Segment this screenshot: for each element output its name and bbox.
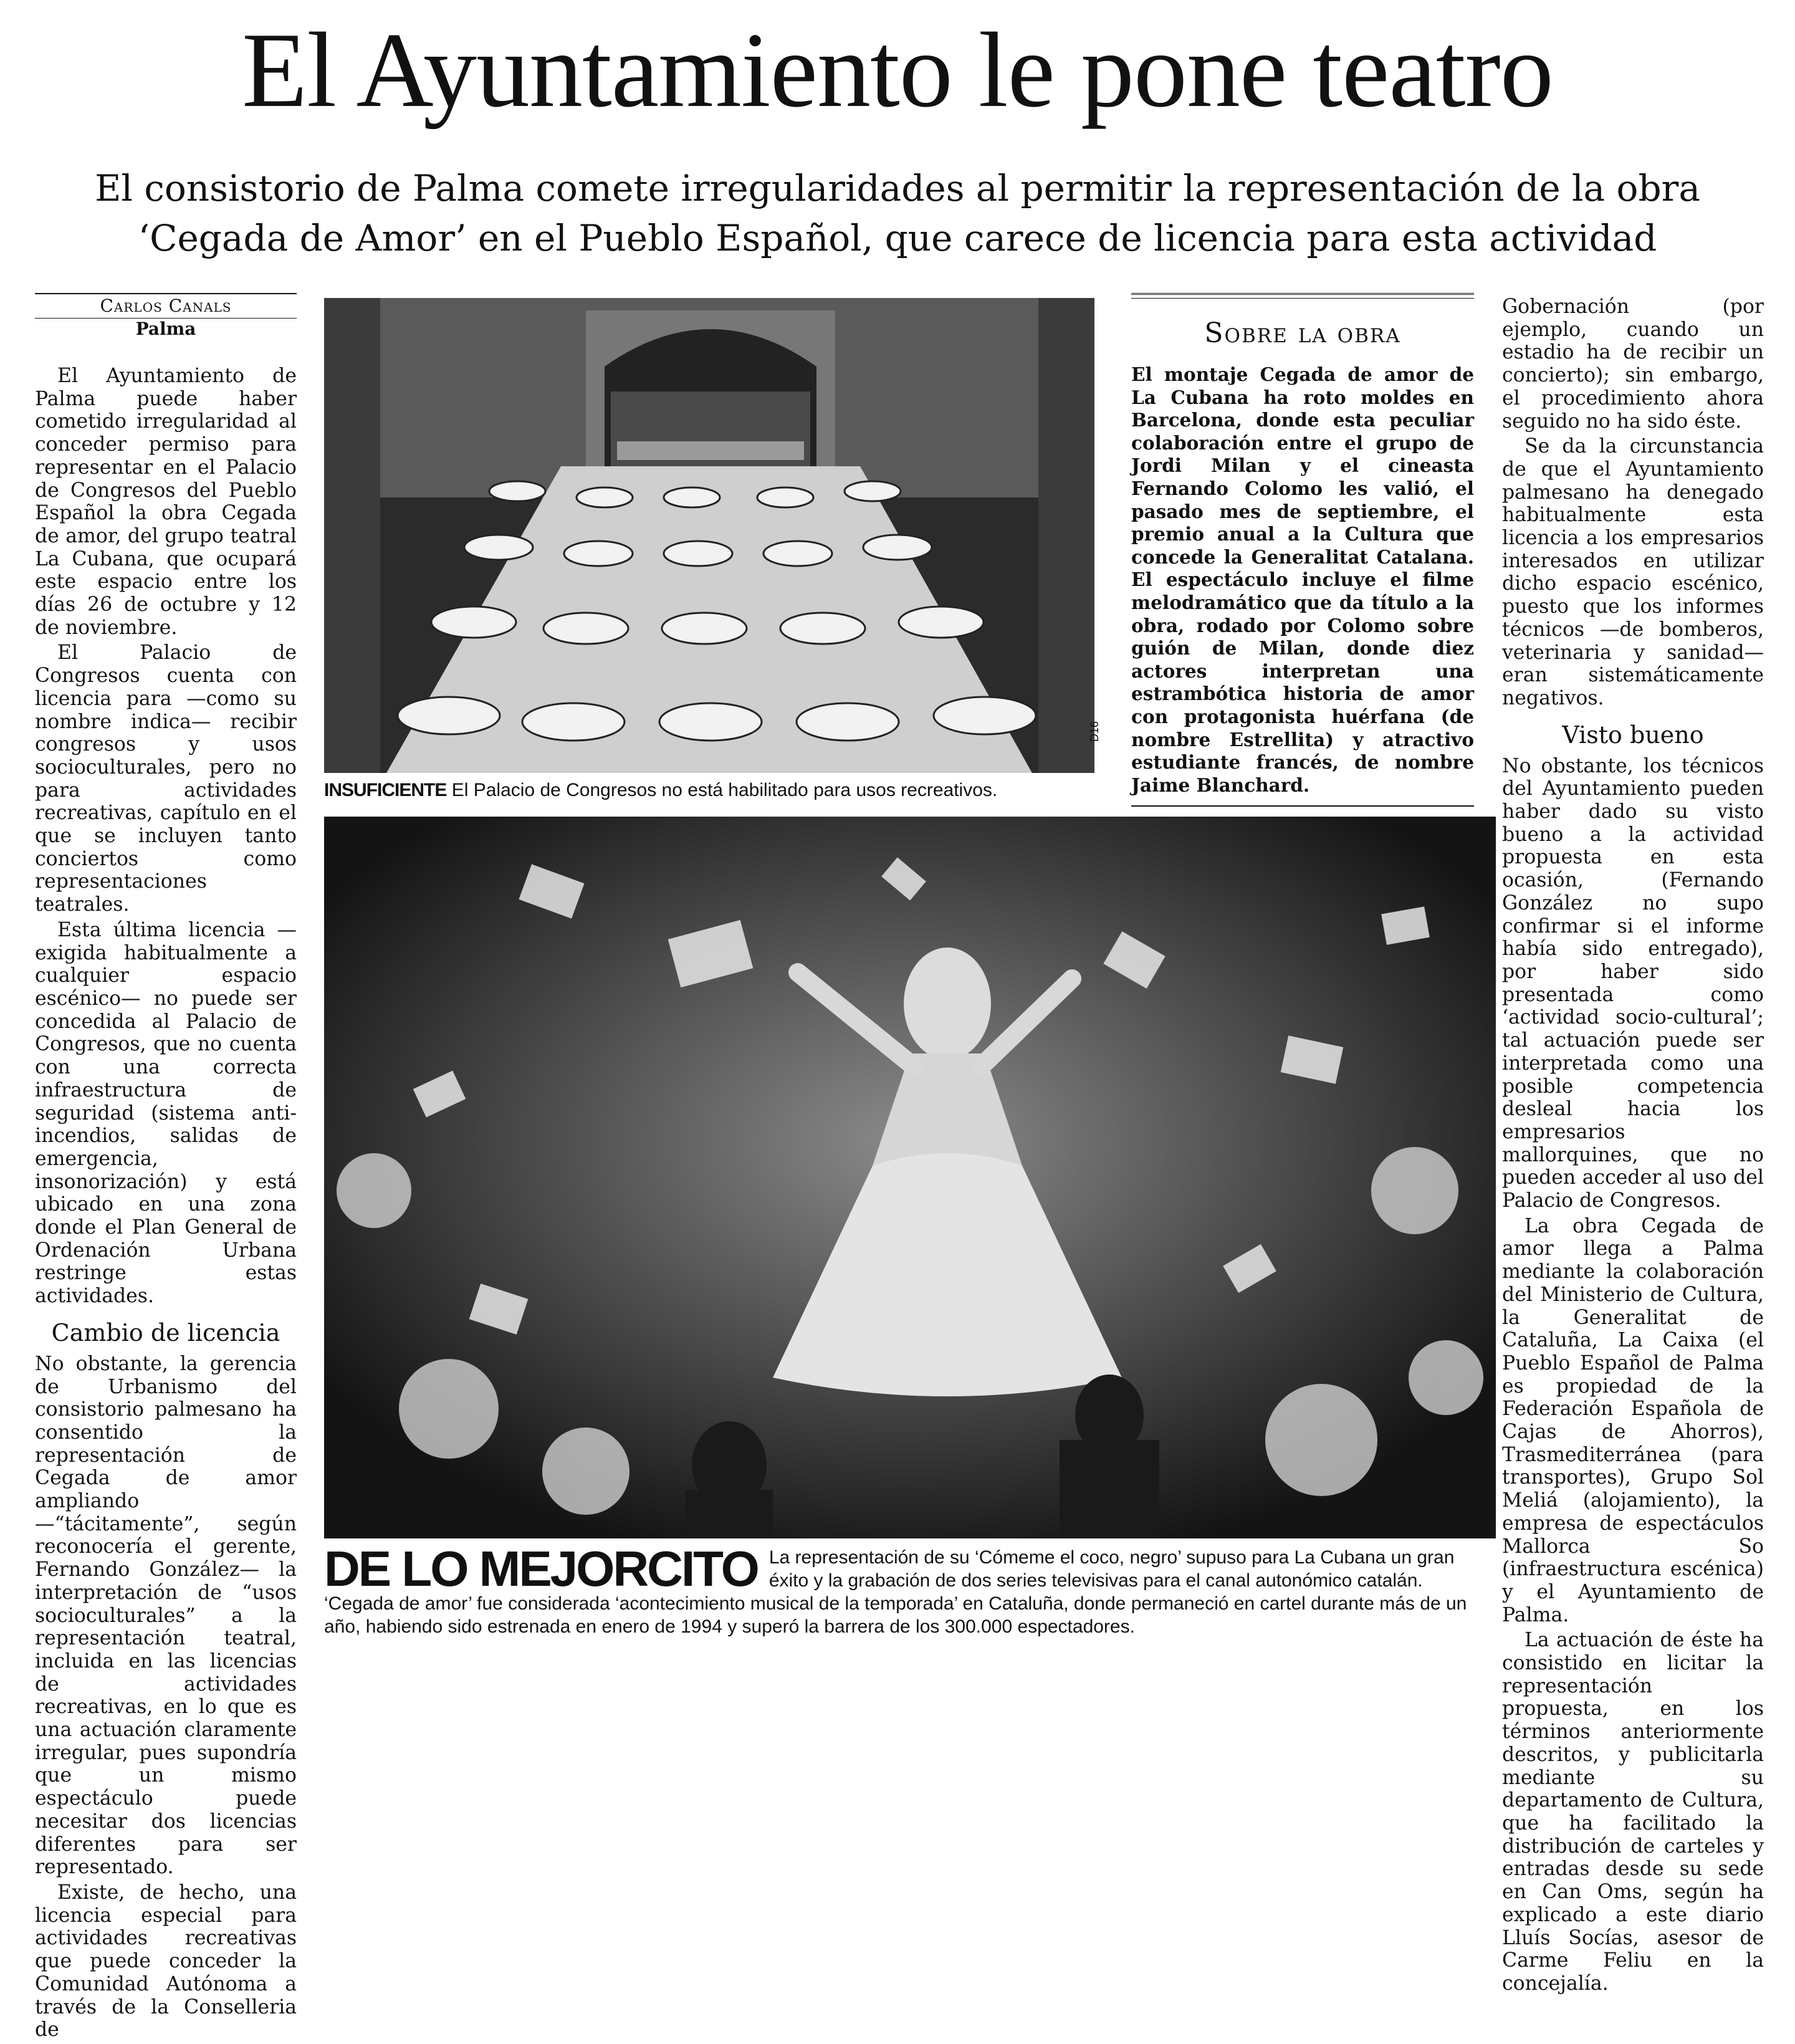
paragraph: La actuación de éste ha consistido en licitar la representación propuesta, en los términos anteriormente descritos, y publicitarla mediante su departamento de Cultura, que ha facilitado la distribución de carteles y entradas desde su sede en Can Oms, según ha explicado a este diario Lluís Socías, asesor de Carme Feliu en la concejalía. (1502, 1629, 1764, 1995)
byline (35, 293, 297, 340)
subheadline: El consistorio de Palma comete irregularidades al permitir la representación de la obra ‘Cegada de Amor’ en el Pueblo Español, que carece de licencia para esta actividad (95, 167, 1700, 259)
caption-lead: INSUFICIENTE (324, 780, 447, 800)
caption-text: El Palacio de Congresos no está habilitado para usos recreativos. (451, 780, 998, 800)
author-name: Carlos Canals (100, 295, 232, 316)
dateline-place: Palma (35, 318, 297, 340)
headline: El Ayuntamiento le pone teatro (242, 11, 1553, 130)
paragraph: No obstante, la gerencia de Urbanismo del consistorio palmesano ha consentido la representación de Cegada de amor ampliando —“tácitamente”, según reconocería el gerente, Fernando González— la interpretación de “usos socioculturales” a la representación teatral, incluida en las licencias de actividades recreativas, en lo que es una actuación claramente irregular, pues supondría que un mismo espectáculo puede necesitar dos licencias diferentes para ser representado. (35, 1352, 297, 1879)
photo-caption-large (324, 1541, 1496, 1683)
paragraph: Gobernación (por ejemplo, cuando un estadio ha de recibir un concierto); sin embargo, el procedimiento ahora seguido no ha sido éste. (1502, 295, 1764, 433)
sidebar-body: El montaje Cegada de amor de La Cubana ha roto moldes en Barcelona, donde esta peculiar colaboración entre el grupo de Jordi Milan y el cineasta Fernando Colomo les valió, el pasado mes de septiembre, el premio anual a la Cultura que concede la Generalitat Catalana. El espectáculo incluye el filme melodramático que da título a la obra, rodado por Colomo sobre guión de Milan, donde diez actores interpretan una estrambótica historia de amor con protagonista huérfana (de nombre Estrellita) y atractivo estudiante francés, de nombre Jaime Blanchard. (1131, 363, 1474, 796)
paragraph: El Ayuntamiento de Palma puede haber cometido irregularidad al conceder permiso para representar en el Palacio de Congresos del Pueblo Español la obra Cegada de amor, del grupo teatral La Cubana, que ocupará este espacio entre los días 26 de octubre y 12 de noviembre. (35, 365, 297, 639)
section-subhead: Visto bueno (1562, 721, 1704, 749)
article-column-4 (1502, 295, 1764, 1998)
photo-caption (324, 778, 1122, 803)
article-column-1 (35, 293, 297, 2044)
photo-credit: D16 (1088, 721, 1101, 742)
paragraph: Esta última licencia —exigida habitualmente a cualquier espacio escénico— no puede ser concedida al Palacio de Congresos, que no cuenta con una correcta infraestructura de seguridad (sistema anti-incendios, salidas de emergencia, insonorización) y está ubicado en una zona donde el Plan General de Ordenación Urbana restringe estas actividades. (35, 918, 297, 1308)
congress-hall-photo (324, 298, 1094, 773)
sidebar-top-rule (1131, 293, 1474, 299)
sidebar-box (1131, 293, 1474, 807)
sidebar-bottom-rule (1131, 805, 1474, 807)
paragraph: Existe, de hecho, una licencia especial para actividades recreativas que puede conceder la Comunidad Autónoma a través de la Conselleria de (35, 1881, 297, 2042)
paragraph: Se da la circunstancia de que el Ayuntamiento palmesano ha denegado habitualmente esta licencia a los empresarios interesados en utilizar dicho espacio escénico, puesto que los informes técnicos —de bomberos, veterinaria y sanidad— eran sistemáticamente negativos. (1502, 435, 1764, 709)
sidebar-title: Sobre la obra (1204, 317, 1401, 349)
paragraph: No obstante, los técnicos del Ayuntamiento pueden haber dado su visto bueno a la actividad propuesta en esta ocasión, (Fernando González no supo confirmar si el informe había sido entregado), por haber sido presentada como ‘actividad socio-cultural’; tal actuación puede ser interpretada como una posible competencia desleal hacia los empresarios mallorquines, que no pueden acceder al uso del Palacio de Congresos. (1502, 754, 1764, 1212)
caption-text: La representación de su ‘Cómeme el coco, negro’ supuso para La Cubana un gran éxito y la grabación de dos series televisivas para el canal autonómico catalán. ‘Cegada de amor’ fue considerada ‘acontecimiento musical de la temporada’ en Cataluña, donde permaneció en cartel durante más de un año, habiendo sido estrenada en enero de 1994 y superó la barrera de los 300.000 espectadores. (324, 1547, 1467, 1637)
paragraph: El Palacio de Congresos cuenta con licencia para —como su nombre indica— recibir congresos y usos socioculturales, pero no para actividades recreativas, capítulo en el que se incluyen tanto conciertos como representaciones teatrales. (35, 641, 297, 916)
caption-lead-large: DE LO MEJORCITO (324, 1541, 758, 1596)
section-subhead: Cambio de licencia (51, 1318, 280, 1346)
stage-performance-photo (324, 817, 1496, 1538)
paragraph: La obra Cegada de amor llega a Palma mediante la colaboración del Ministerio de Cultura, la Generalitat de Cataluña, La Caixa (el Pueblo Español de Palma es propiedad de la Federación Española de Cajas de Ahorros), Trasmediterránea (para transportes), Grupo Sol Meliá (alojamiento), la empresa de espectáculos Mallorca So (infraestructura escénica) y el Ayuntamiento de Palma. (1502, 1214, 1764, 1626)
